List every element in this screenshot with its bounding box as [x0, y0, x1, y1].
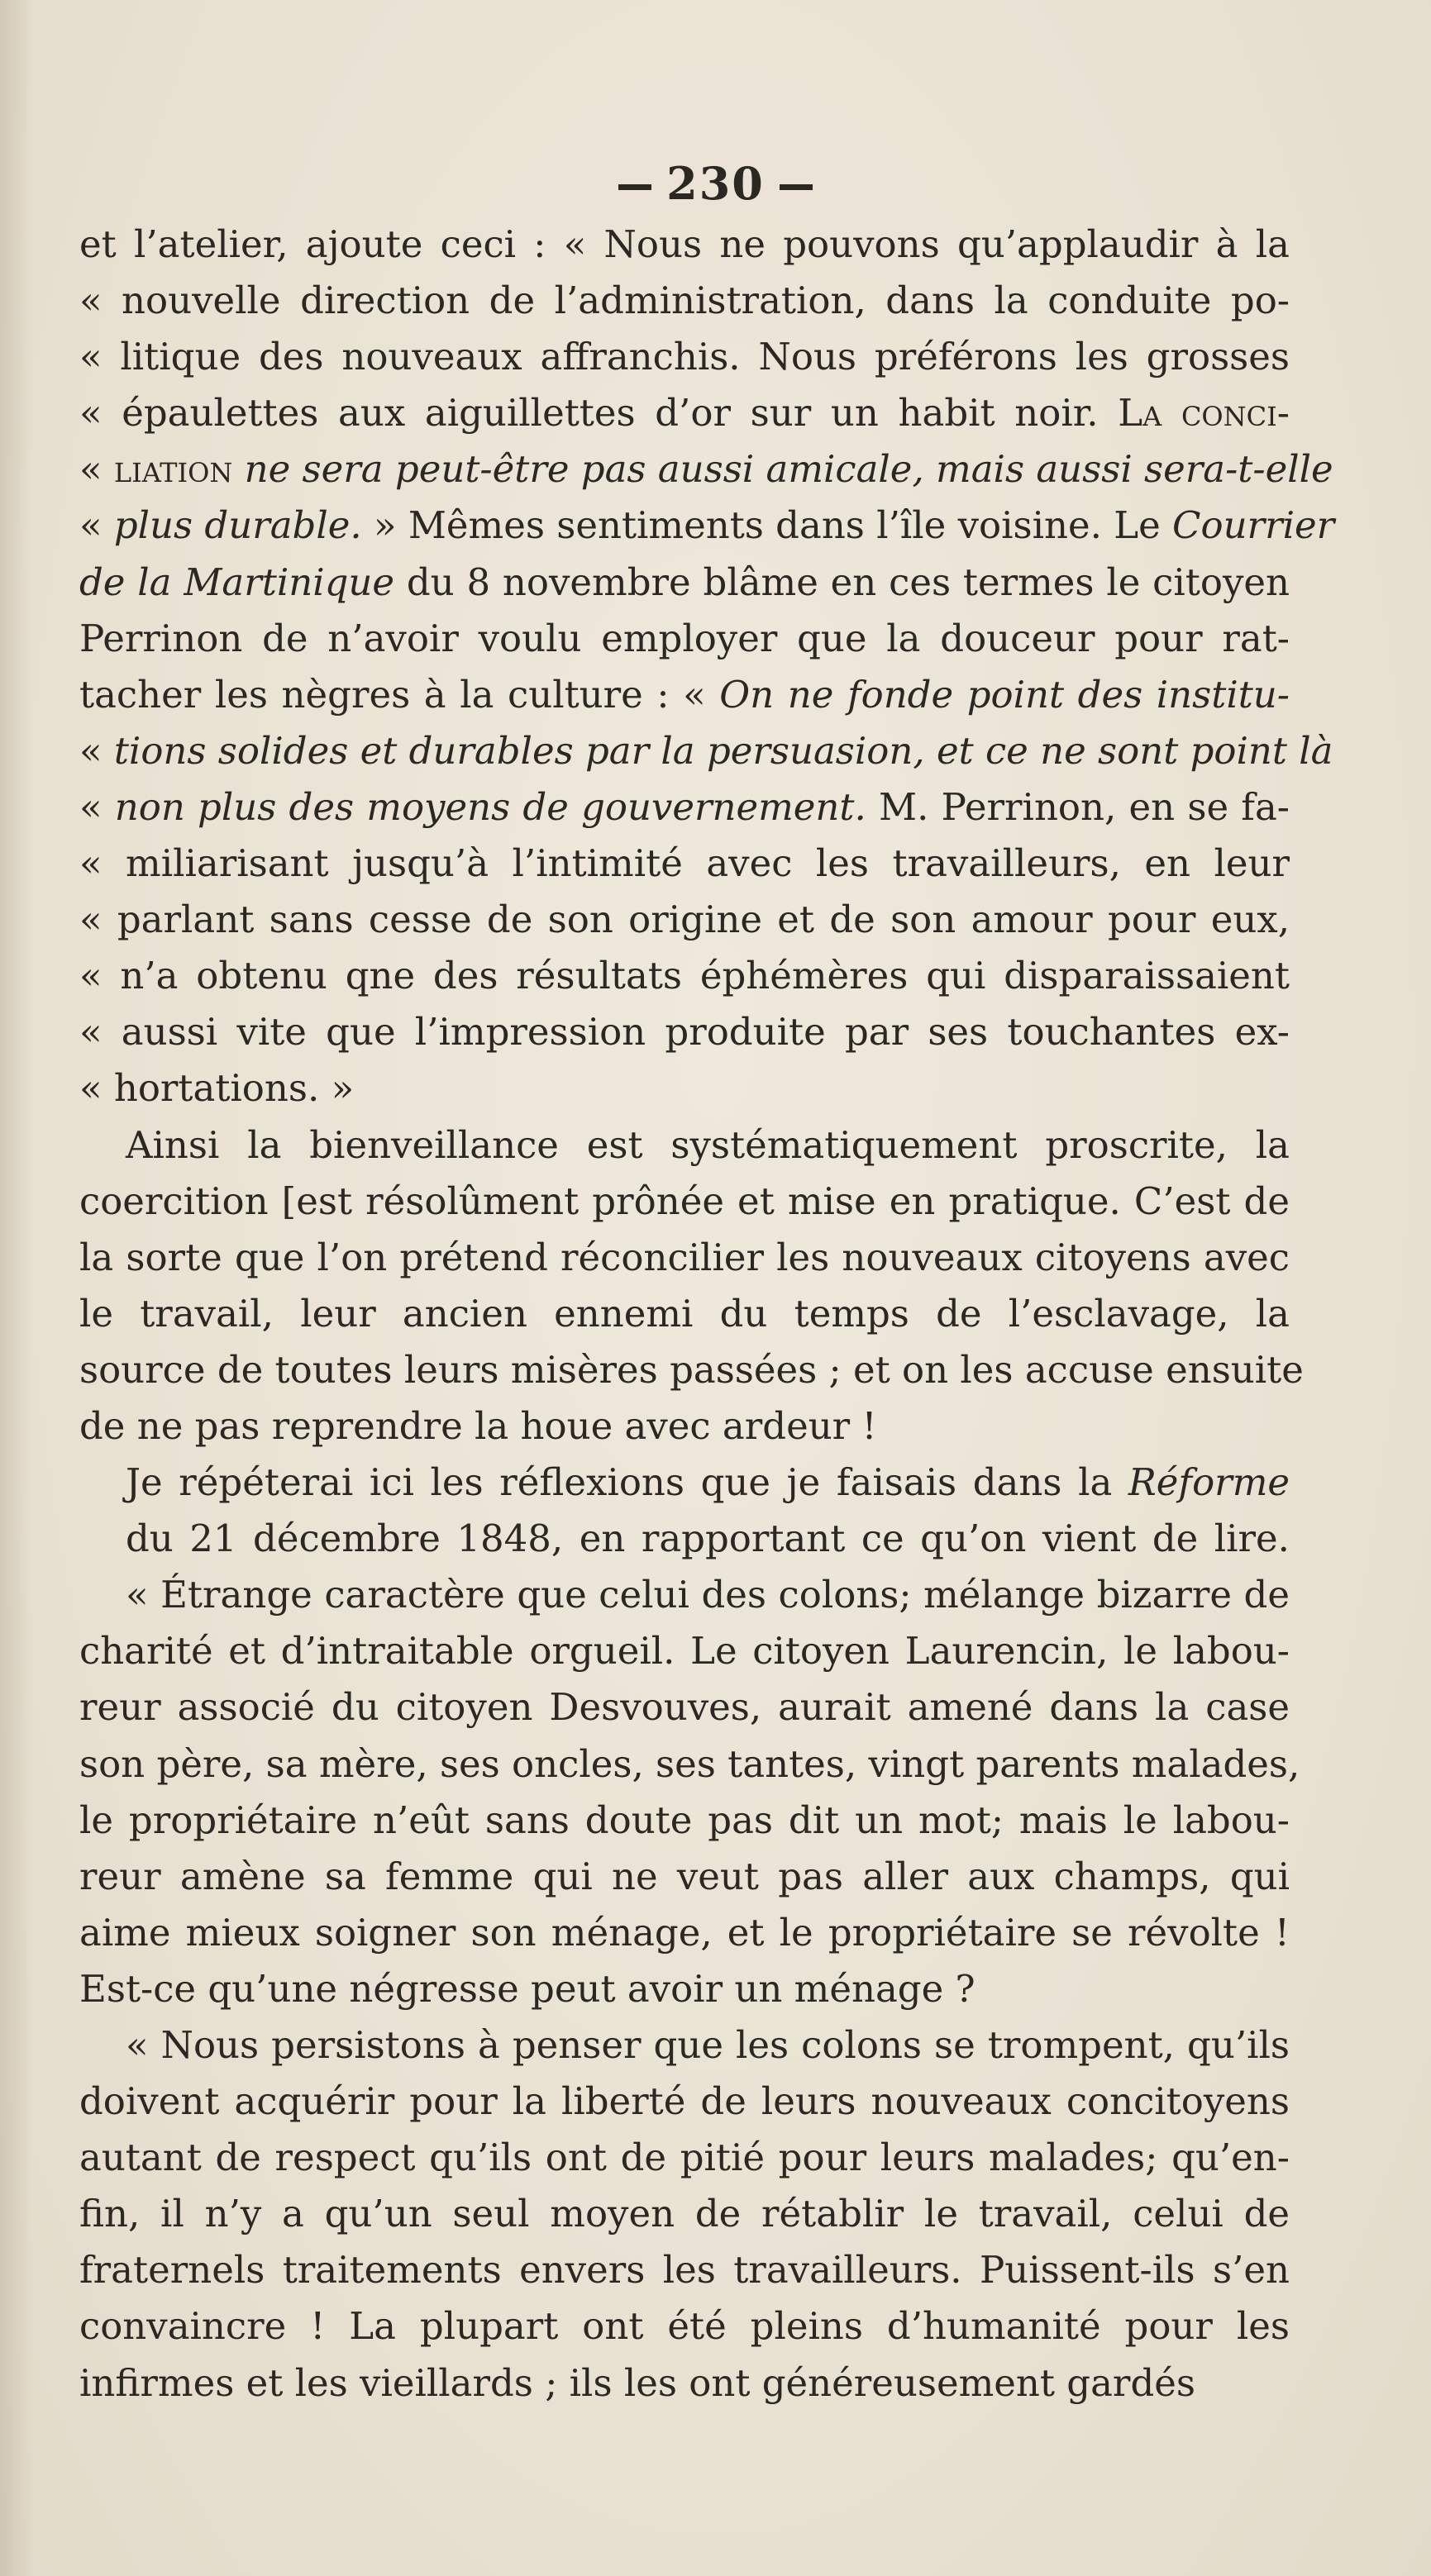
page-number	[0, 157, 1431, 210]
text-line	[79, 2074, 1290, 2130]
text-segment: fin, il n’y a qu’un seul moyen de rétablir le travail, celui de	[79, 2192, 1290, 2236]
text-segment: tacher les nègres à la culture : «	[79, 672, 720, 717]
text-segment: Réforme	[1128, 1460, 1290, 1505]
text-segment: « épaulettes aux aiguillettes d’or sur un habit noir.	[79, 391, 1119, 436]
text-line	[79, 1961, 1290, 2017]
spine-shadow	[0, 0, 33, 2576]
text-line	[79, 1117, 1290, 1174]
text-line	[79, 1060, 1290, 1117]
text-segment: du 8 novembre blâme en ces termes le citoyen	[394, 559, 1290, 604]
text-segment: aime mieux soigner son ménage, et le propriétaire se révolte !	[79, 1910, 1290, 1955]
text-segment: Je répéterai ici les réflexions que je faisais dans la	[126, 1460, 1128, 1505]
text-segment: La conci-	[1118, 391, 1290, 436]
text-line	[79, 611, 1290, 667]
text-line	[79, 2017, 1290, 2074]
text-line	[79, 1455, 1290, 1511]
text-segment: «	[79, 784, 115, 829]
text-line	[79, 723, 1333, 779]
text-line	[79, 1004, 1290, 1060]
text-line	[79, 1567, 1290, 1623]
text-line	[79, 1230, 1290, 1286]
text-segment: Perrinon de n’avoir voulu employer que la douceur pour rat-	[79, 616, 1290, 660]
text-segment: « parlant sans cesse de son origine et de son amour pour eux,	[79, 898, 1290, 942]
text-segment: «	[79, 503, 114, 548]
text-line	[79, 1849, 1290, 1905]
text-segment: On ne fonde point des institu-	[719, 672, 1290, 717]
text-line	[79, 273, 1290, 329]
text-segment: convaincre ! La plupart ont été pleins d’humanité pour les	[79, 2304, 1290, 2349]
text-segment: le travail, leur ancien ennemi du temps de l’esclavage, la	[79, 1291, 1290, 1336]
left-dash	[618, 184, 651, 190]
text-segment: reur associé du citoyen Desvouves, aurait amené dans la case	[79, 1685, 1290, 1730]
text-segment: autant de respect qu’ils ont de pitié pour leurs malades; qu’en-	[79, 2136, 1290, 2180]
text-segment: « Nous persistons à penser que les colons se trompent, qu’ils	[126, 2023, 1290, 2067]
text-segment: «	[79, 728, 114, 773]
text-line	[79, 1623, 1290, 1679]
text-line	[79, 1511, 1290, 1567]
text-segment: reur amène sa femme qui ne veut pas aller aux champs, qui	[79, 1854, 1290, 1898]
text-segment: fraternels traitements envers les travailleurs. Puissent-ils s’en	[79, 2248, 1290, 2293]
text-line	[79, 441, 1333, 498]
text-segment: infirmes et les vieillards ; ils les ont généreusement gardés	[79, 2360, 1195, 2405]
text-segment: coercition [est résolûment prônée et mise en pratique. C’est de	[79, 1178, 1290, 1223]
text-segment: « nouvelle direction de l’administration, dans la conduite po-	[79, 279, 1290, 323]
page-number-value: 230	[666, 157, 765, 210]
text-line	[79, 1174, 1290, 1230]
text-line	[79, 2355, 1290, 2412]
text-segment: charité et d’intraitable orgueil. Le citoyen Laurencin, le labou-	[79, 1629, 1290, 1674]
text-line	[79, 1286, 1290, 1342]
text-segment: de ne pas reprendre la houe avec ardeur !	[79, 1403, 877, 1448]
text-line	[79, 2186, 1290, 2242]
text-segment: de la Martinique	[79, 559, 395, 604]
text-line	[79, 555, 1290, 611]
text-segment: plus durable.	[113, 503, 362, 548]
text-segment: le propriétaire n’eût sans doute pas dit un mot; mais le labou-	[79, 1797, 1290, 1842]
text-line	[79, 1398, 1290, 1455]
text-line	[79, 2242, 1290, 2298]
text-line	[79, 948, 1290, 1004]
text-segment: liation	[113, 447, 233, 492]
text-line	[79, 329, 1290, 385]
text-line	[79, 1342, 1304, 1398]
text-line	[79, 1905, 1290, 1961]
text-segment: M. Perrinon, en se fa-	[866, 784, 1290, 829]
text-segment: « Étrange caractère que celui des colons; mélange bizarre de	[126, 1573, 1290, 1617]
text-segment: « n’a obtenu qne des résultats éphémères qui disparaissaient	[79, 954, 1290, 998]
right-dash	[780, 184, 813, 190]
body-text	[79, 217, 1335, 2412]
text-segment: « hortations. »	[79, 1066, 355, 1111]
text-line	[79, 892, 1290, 948]
text-line	[79, 1679, 1290, 1736]
text-segment: » Mêmes sentiments dans l’île voisine. Le	[361, 503, 1173, 548]
text-line	[79, 667, 1290, 723]
text-line	[79, 2130, 1290, 2186]
text-segment: Ainsi la bienveillance est systématiquement proscrite, la	[126, 1122, 1290, 1167]
text-line	[79, 498, 1335, 554]
text-line	[79, 779, 1290, 836]
text-segment: non plus des moyens de gouvernement.	[114, 784, 866, 829]
text-segment: « miliarisant jusqu’à l’intimité avec les travailleurs, en leur	[79, 841, 1290, 886]
text-segment: Courrier	[1172, 503, 1335, 548]
text-segment: son père, sa mère, ses oncles, ses tantes, vingt parents malades,	[79, 1741, 1300, 1786]
text-segment: et l’atelier, ajoute ceci : « Nous ne pouvons qu’applaudir à la	[79, 222, 1290, 266]
text-segment: « litique des nouveaux affranchis. Nous préférons les grosses	[79, 335, 1290, 379]
text-line	[79, 385, 1290, 441]
text-segment: du 21 décembre 1848, en rapportant ce qu’on vient de lire.	[126, 1517, 1290, 1561]
text-segment: ne sera peut-être pas aussi amicale, mais aussi sera-t-elle	[232, 447, 1333, 492]
text-line	[79, 1736, 1300, 1793]
text-segment: source de toutes leurs misères passées ; et on les accuse ensuite	[79, 1347, 1304, 1392]
text-segment: la sorte que l’on prétend réconcilier les nouveaux citoyens avec	[79, 1235, 1290, 1279]
text-segment: tions solides et durables par la persuasion, et ce ne sont point là	[113, 728, 1333, 773]
text-segment: Est-ce qu’une négresse peut avoir un ménage ?	[79, 1966, 975, 2011]
text-line	[79, 836, 1290, 892]
text-line	[79, 217, 1290, 273]
text-segment: «	[79, 447, 114, 492]
text-line	[79, 2298, 1290, 2355]
text-segment: « aussi vite que l’impression produite par ses touchantes ex-	[79, 1010, 1290, 1055]
text-segment: doivent acquérir pour la liberté de leurs nouveaux concitoyens	[79, 2079, 1290, 2124]
text-line	[79, 1793, 1290, 1849]
